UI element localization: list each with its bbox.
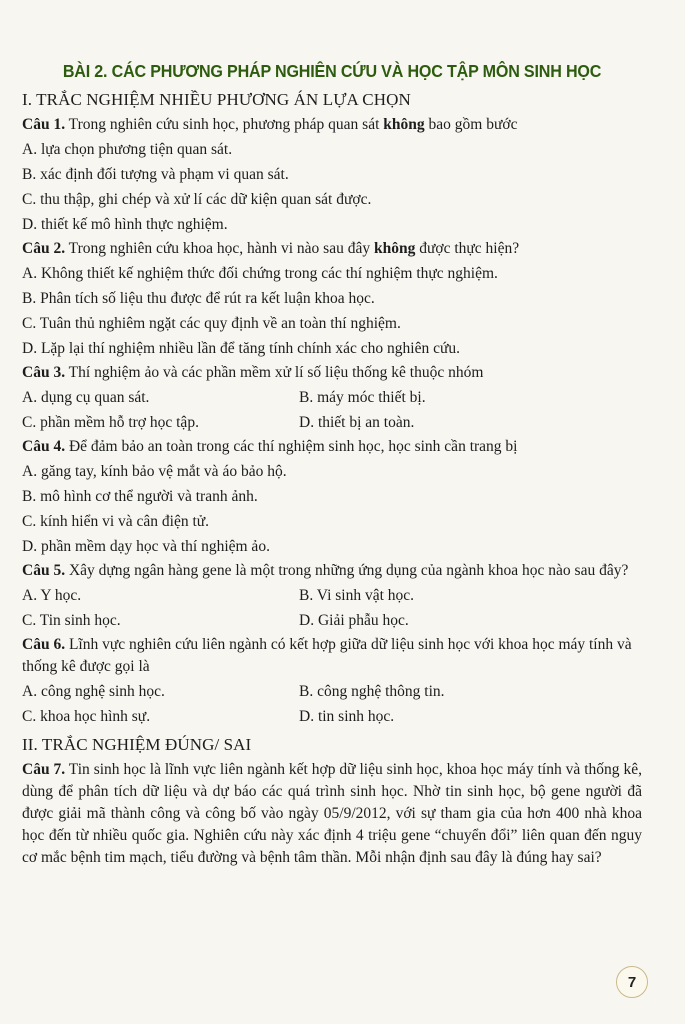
option: A. Không thiết kế nghiệm thức đối chứng trong các thí nghiệm thực nghiệm.: [22, 265, 498, 282]
question-emphasis: không: [383, 116, 425, 133]
option: B. mô hình cơ thể người và tranh ảnh.: [22, 488, 258, 505]
option: A. dụng cụ quan sát.: [22, 389, 150, 406]
option: B. Phân tích số liệu thu được để rút ra kết luận khoa học.: [22, 290, 375, 307]
question-emphasis: không: [373, 240, 416, 257]
question-text: Xây dựng ngân hàng gene là một trong những ứng dụng của ngành khoa học nào sau đây?: [65, 562, 629, 579]
option: C. phần mềm hỗ trợ học tập.: [22, 414, 199, 431]
question-label: Câu 7.: [22, 761, 66, 778]
option: D. Lặp lại thí nghiệm nhiều lần để tăng tính chính xác cho nghiên cứu.: [22, 340, 460, 357]
question-4: [22, 436, 642, 458]
option: C. kính hiển vi và cân điện tử.: [22, 513, 210, 530]
options-grid: [22, 679, 642, 729]
section-heading-true-false: II. TRẮC NGHIỆM ĐÚNG/ SAI: [22, 735, 252, 754]
option: B. xác định đối tượng và phạm vi quan sát.: [22, 166, 289, 183]
option: A. găng tay, kính bảo vệ mắt và áo bảo hộ.: [22, 463, 287, 480]
question-text: Trong nghiên cứu khoa học, hành vi nào sau đây: [65, 240, 374, 257]
lesson-title: BÀI 2. CÁC PHƯƠNG PHÁP NGHIÊN CỨU VÀ HỌC TẬP MÔN SINH HỌC: [62, 61, 602, 81]
question-1: [22, 114, 642, 136]
page-number: 7: [616, 966, 648, 998]
section-heading-multiple-choice: I. TRẮC NGHIỆM NHIỀU PHƯƠNG ÁN LỰA CHỌN: [22, 90, 411, 109]
option: A. lựa chọn phương tiện quan sát.: [22, 141, 233, 158]
question-label: Câu 1.: [22, 116, 66, 133]
question-6: [22, 634, 642, 678]
question-text: Để đảm bảo an toàn trong các thí nghiệm sinh học, học sinh cần trang bị: [65, 438, 518, 455]
question-7: [22, 759, 642, 869]
option: B. Vi sinh vật học.: [299, 587, 415, 604]
question-label: Câu 2.: [22, 240, 66, 257]
option: C. Tuân thủ nghiêm ngặt các quy định về an toàn thí nghiệm.: [22, 315, 401, 332]
option: D. tin sinh học.: [299, 708, 395, 725]
question-label: Câu 6.: [22, 636, 66, 653]
question-3: [22, 362, 642, 384]
option: A. công nghệ sinh học.: [22, 683, 165, 700]
option: D. thiết bị an toàn.: [299, 414, 415, 431]
option: B. công nghệ thông tin.: [299, 683, 445, 700]
page-content: [22, 55, 642, 869]
question-text: bao gồm bước: [424, 116, 518, 133]
option: C. thu thập, ghi chép và xử lí các dữ kiện quan sát được.: [22, 191, 372, 208]
question-label: Câu 3.: [22, 364, 66, 381]
question-label: Câu 4.: [22, 438, 66, 455]
option: C. Tin sinh học.: [22, 612, 121, 629]
question-label: Câu 5.: [22, 562, 66, 579]
options-grid: [22, 583, 642, 633]
question-text: Tin sinh học là lĩnh vực liên ngành kết hợp dữ liệu sinh học, khoa học máy tính và thống kê, dùng để phân tích dữ liệu và dự báo các quá trình sinh học. Nhờ tin sinh học, bộ gene người đã được giải mã thành công và công bố vào ngày 05/9/2012, với sự tham gia của hơn 400 nhà khoa học đến từ nhiều quốc gia. Nghiên cứu này xác định 4 triệu gene “chuyển đổi” liên quan đến nguy cơ mắc bệnh tim mạch, tiểu đường và bệnh tâm thần. Mỗi nhận định sau đây là đúng hay sai?: [22, 761, 642, 866]
question-text: được thực hiện?: [415, 240, 520, 257]
question-5: [22, 560, 642, 582]
question-2: [22, 238, 642, 260]
option: A. Y học.: [22, 587, 82, 604]
option: C. khoa học hình sự.: [22, 708, 151, 725]
option: D. Giải phẫu học.: [299, 612, 409, 629]
question-text: Trong nghiên cứu sinh học, phương pháp quan sát: [65, 116, 384, 133]
option: D. thiết kế mô hình thực nghiệm.: [22, 216, 228, 233]
options-grid: [22, 385, 642, 435]
question-text: Lĩnh vực nghiên cứu liên ngành có kết hợp giữa dữ liệu sinh học với khoa học máy tính và thống kê được gọi là: [22, 636, 632, 675]
question-text: Thí nghiệm ảo và các phần mềm xử lí số liệu thống kê thuộc nhóm: [65, 364, 484, 381]
option: D. phần mềm dạy học và thí nghiệm ảo.: [22, 538, 270, 555]
option: B. máy móc thiết bị.: [299, 389, 426, 406]
